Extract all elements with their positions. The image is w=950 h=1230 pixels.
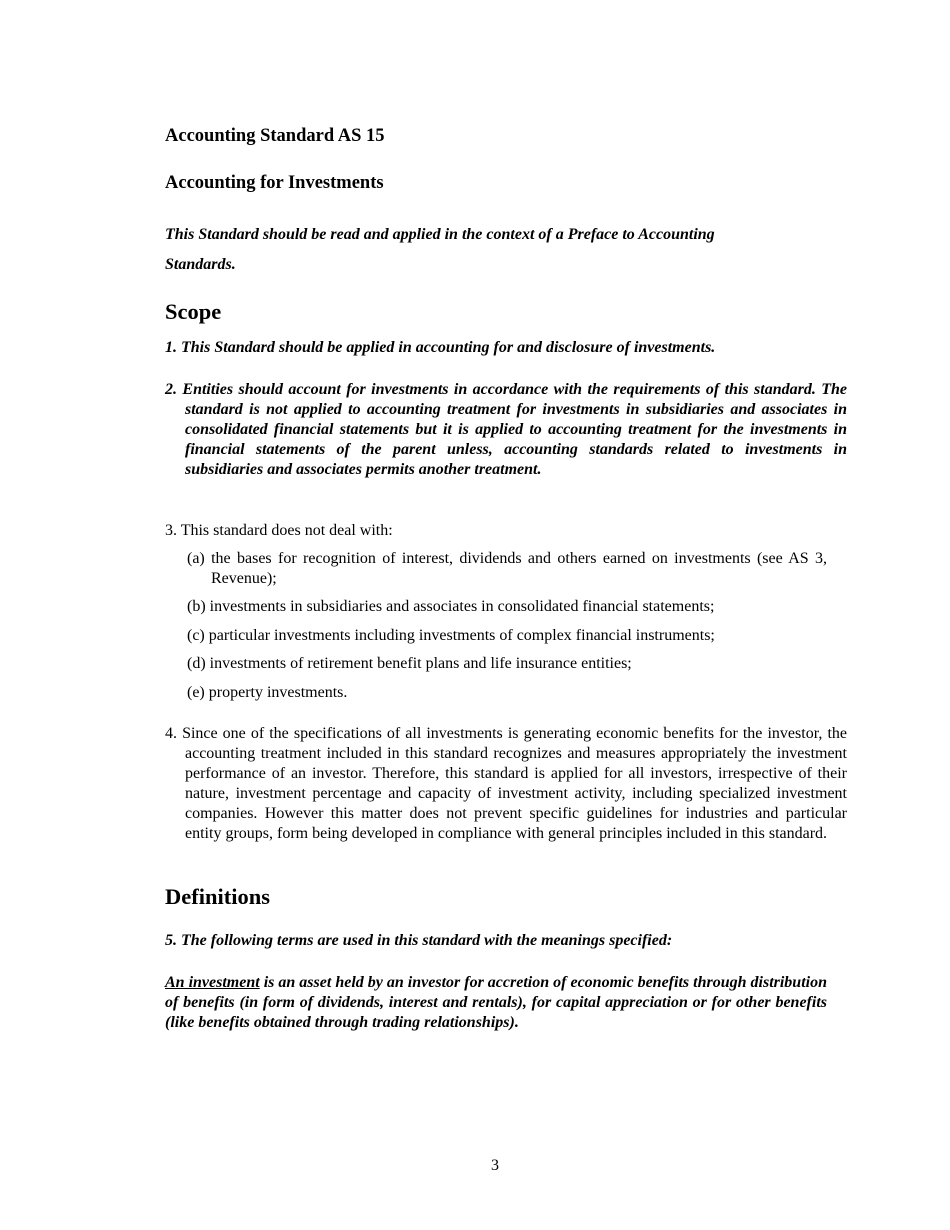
- document-subtitle: Accounting for Investments: [165, 173, 384, 193]
- definitions-heading: Definitions: [165, 884, 271, 909]
- definition-text: is an asset held by an investor for accretion of economic benefits through distribution of benefits (in form of dividends, interest and rentals), for capital appreciation or for other benefits (like benefits obtained through trading relationships).: [165, 974, 827, 1031]
- scope-paragraph-4: 4. Since one of the specifications of all investments is generating economic benefits for the investor, the accounting treatment included in this standard recognizes and measures appropriately the investment performance of an investor. Therefore, this standard is applied for all investors, irrespective of their nature, investment percentage and capacity of investment activity, including specialized investment companies. However this matter does not prevent specific guidelines for industries and particular entity groups, form being developed in compliance with general principles included in this standard.: [165, 725, 847, 842]
- page-number: 3: [491, 1157, 499, 1174]
- preface-note: This Standard should be read and applied in the context of a Preface to Accounting: [165, 226, 715, 243]
- scope-paragraph-2: 2. Entities should account for investments in accordance with the requirements of this standard. The standard is not applied to accounting treatment for investments in subsidiaries and associates in consolidated financial statements but it is applied to accounting treatment for the investments in financial statements of the parent unless, accounting standards related to investments in subsidiaries and associates permits another treatment.: [165, 381, 847, 478]
- exclusion-item-c: (c) particular investments including investments of complex financial instruments;: [187, 627, 715, 644]
- definitions-paragraph-5: 5. The following terms are used in this standard with the meanings specified:: [165, 932, 673, 949]
- document-title: Accounting Standard AS 15: [165, 126, 385, 146]
- scope-paragraph-3: 3. This standard does not deal with:: [165, 522, 393, 539]
- exclusion-item-a: (a) the bases for recognition of interest, dividends and others earned on investments (see AS 3, Revenue);: [187, 550, 827, 587]
- investment-definition: [165, 973, 827, 1033]
- defined-term: An investment: [165, 974, 260, 991]
- scope-paragraph-1: 1. This Standard should be applied in accounting for and disclosure of investments.: [165, 339, 716, 356]
- exclusion-item-d: (d) investments of retirement benefit plans and life insurance entities;: [187, 655, 632, 672]
- exclusion-item-b: (b) investments in subsidiaries and associates in consolidated financial statements;: [187, 598, 715, 615]
- scope-heading: Scope: [165, 299, 222, 324]
- preface-note-continued: Standards.: [165, 256, 236, 273]
- exclusion-item-e: (e) property investments.: [187, 684, 348, 701]
